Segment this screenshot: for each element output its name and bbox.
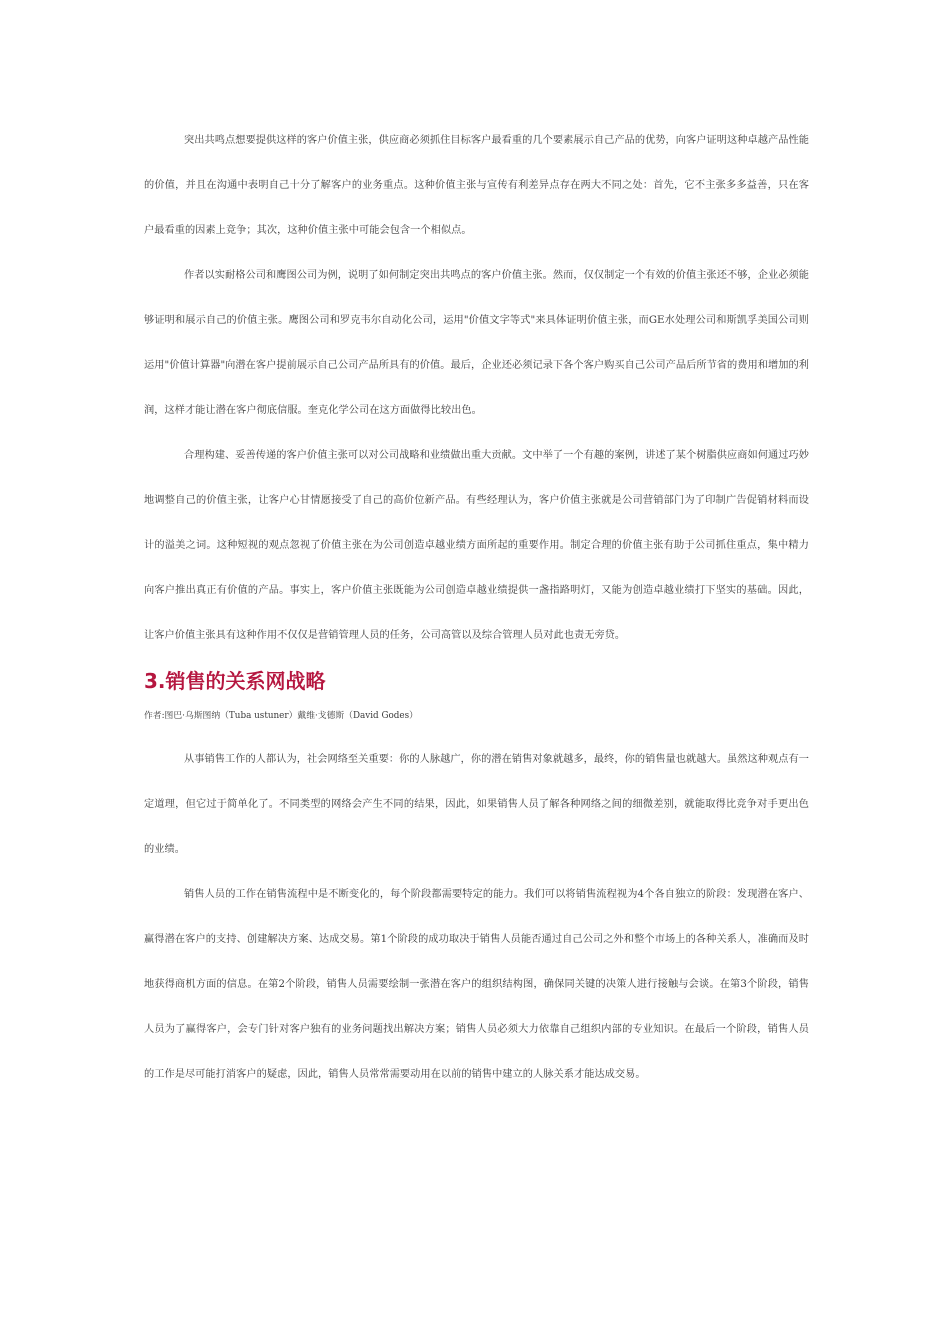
author-byline: 作者:图巴·乌斯图纳（Tuba ustuner）戴维·戈德斯（David Godes）	[144, 711, 418, 721]
section-body	[144, 737, 809, 1097]
body-paragraph: 销售人员的工作在销售流程中是不断变化的，每个阶段都需要特定的能力。我们可以将销售流程视为4个各自独立的阶段：发现潜在客户、赢得潜在客户的支持、创建解决方案、达成交易。第1个阶段的成功取决于销售人员能否通过自己公司之外和整个市场上的各种关系人，准确而及时地获得商机方面的信息。在第2个阶段，销售人员需要绘制一张潜在客户的组织结构图，确保同关键的决策人进行接触与会谈。在第3个阶段，销售人员为了赢得客户，会专门针对客户独有的业务问题找出解决方案；销售人员必须大力依靠自己组织内部的专业知识。在最后一个阶段，销售人员的工作是尽可能打消客户的疑虑，因此，销售人员常常需要动用在以前的销售中建立的人脉关系才能达成交易。	[144, 889, 809, 1080]
section-heading: 3.销售的关系网战略	[144, 669, 326, 693]
document-page	[144, 118, 809, 1097]
body-paragraph: 从事销售工作的人都认为，社会网络至关重要：你的人脉越广，你的潜在销售对象就越多，最终，你的销售量也就越大。虽然这种观点有一定道理，但它过于简单化了。不同类型的网络会产生不同的结果，因此，如果销售人员了解各种网络之间的细微差别，就能取得比竞争对手更出色的业绩。	[144, 754, 809, 855]
body-paragraph: 合理构建、妥善传递的客户价值主张可以对公司战略和业绩做出重大贡献。文中举了一个有趣的案例，讲述了某个树脂供应商如何通过巧妙地调整自己的价值主张，让客户心甘情愿接受了自己的高价位新产品。有些经理认为，客户价值主张就是公司营销部门为了印制广告促销材料而设计的溢美之词。这种短视的观点忽视了价值主张在为公司创造卓越业绩方面所起的重要作用。制定合理的价值主张有助于公司抓住重点，集中精力向客户推出真正有价值的产品。事实上，客户价值主张既能为公司创造卓越业绩提供一盏指路明灯，又能为创造卓越业绩打下坚实的基础。因此，让客户价值主张具有这种作用不仅仅是营销管理人员的任务，公司高管以及综合管理人员对此也责无旁贷。	[144, 450, 809, 641]
body-paragraph: 突出共鸣点想要提供这样的客户价值主张，供应商必须抓住目标客户最看重的几个要素展示自己产品的优势，向客户证明这种卓越产品性能的价值，并且在沟通中表明自己十分了解客户的业务重点。这种价值主张与宣传有利差异点存在两大不同之处：首先，它不主张多多益善，只在客户最看重的因素上竞争；其次，这种价值主张中可能会包含一个相似点。	[144, 135, 809, 236]
body-paragraph: 作者以实耐格公司和鹰图公司为例，说明了如何制定突出共鸣点的客户价值主张。然而，仅仅制定一个有效的价值主张还不够，企业必须能够证明和展示自己的价值主张。鹰图公司和罗克韦尔自动化公司，运用"价值文字等式"来具体证明价值主张，而GE水处理公司和斯凯孚美国公司则运用"价值计算器"向潜在客户提前展示自己公司产品所具有的价值。最后，企业还必须记录下各个客户购买自己公司产品后所节省的费用和增加的利润，这样才能让潜在客户彻底信服。奎克化学公司在这方面做得比较出色。	[144, 270, 809, 416]
